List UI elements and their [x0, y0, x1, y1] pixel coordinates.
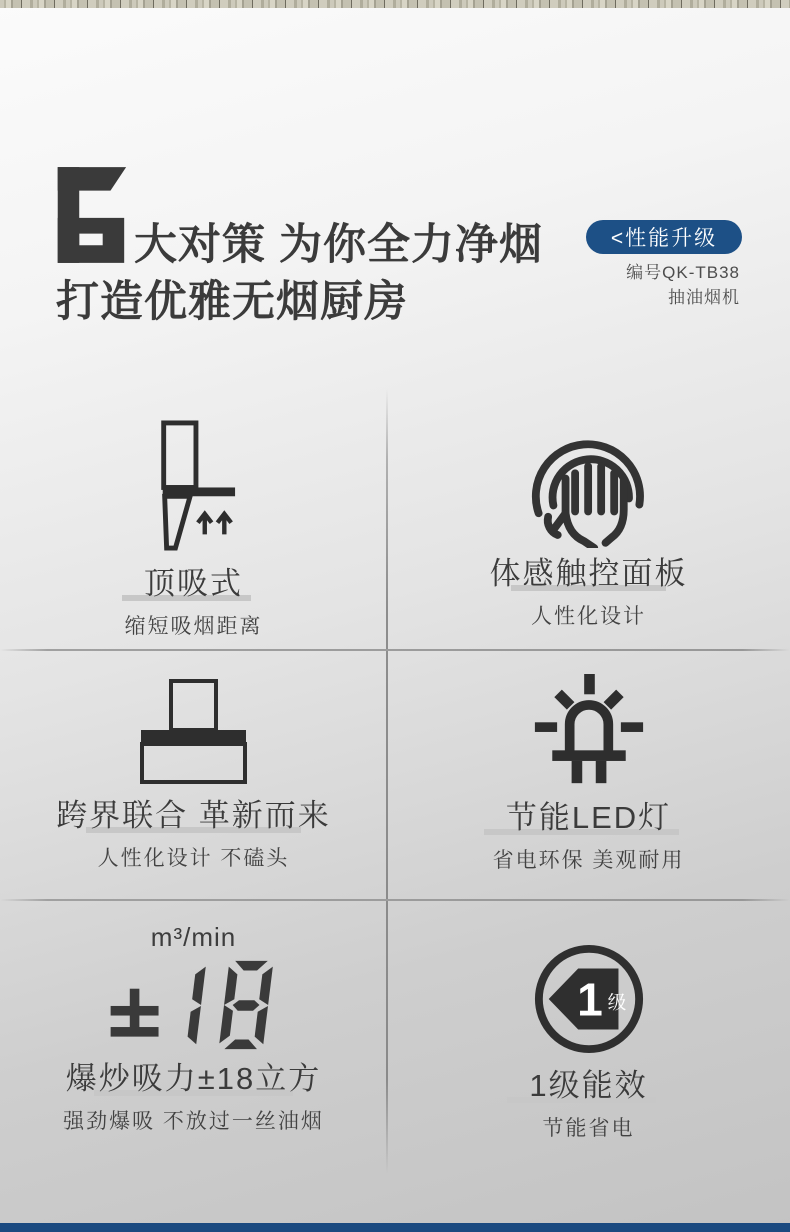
headline-line-1: 大对策 为你全力净烟 — [134, 221, 543, 269]
led-lamp-icon — [533, 674, 645, 788]
feature-card-led — [387, 652, 790, 898]
feature-title: 顶吸式 — [144, 566, 243, 602]
feature-title: 1级能效 — [529, 1068, 647, 1104]
product-meta — [626, 260, 740, 310]
product-name: 抽油烟机 — [668, 288, 740, 307]
feature-card-suction-power — [0, 902, 387, 1152]
energy-rating-icon — [532, 942, 646, 1056]
suction-unit-label: m³/min — [150, 922, 237, 952]
feature-subtitle: 缩短吸烟距离 — [124, 614, 263, 638]
feature-title: 节能LED灯 — [506, 800, 671, 836]
feature-card-top-suction — [0, 392, 387, 650]
rating-suffix: 级 — [607, 991, 626, 1013]
hood-front-icon — [133, 678, 254, 784]
feature-subtitle: 强劲爆吸 不放过一丝油烟 — [63, 1109, 324, 1133]
top-suction-hood-icon — [119, 420, 269, 552]
feature-card-energy-rating — [387, 902, 790, 1152]
feature-title: 体感触控面板 — [489, 556, 688, 591]
feature-subtitle: 节能省电 — [542, 1116, 635, 1140]
touch-hand-icon — [519, 416, 659, 548]
plus-minus-glyph — [110, 989, 158, 1037]
headline-line-2: 打造优雅无烟厨房 — [56, 278, 408, 326]
model-number: 编号QK-TB38 — [626, 263, 740, 282]
seven-segment-digit-8 — [218, 961, 273, 1049]
feature-subtitle: 省电环保 美观耐用 — [492, 848, 685, 872]
feature-subtitle: 人性化设计 — [531, 604, 646, 628]
seven-segment-display — [104, 959, 284, 1051]
feature-subtitle: 人性化设计 不磕头 — [97, 846, 290, 870]
feature-card-touch-panel — [387, 392, 790, 650]
wood-texture-strip — [0, 0, 790, 8]
performance-upgrade-badge: <性能升级 — [586, 220, 742, 254]
bottom-accent-bar — [0, 1223, 790, 1232]
seven-segment-digit-1 — [186, 967, 205, 1045]
feature-title: 跨界联合 革新而来 — [56, 798, 331, 833]
feature-card-crossover — [0, 652, 387, 898]
rating-number: 1 — [576, 973, 603, 1026]
big-number-6-graphic — [46, 167, 132, 263]
feature-title: 爆炒吸力±18立方 — [65, 1061, 322, 1096]
horizontal-divider-2 — [0, 899, 790, 901]
